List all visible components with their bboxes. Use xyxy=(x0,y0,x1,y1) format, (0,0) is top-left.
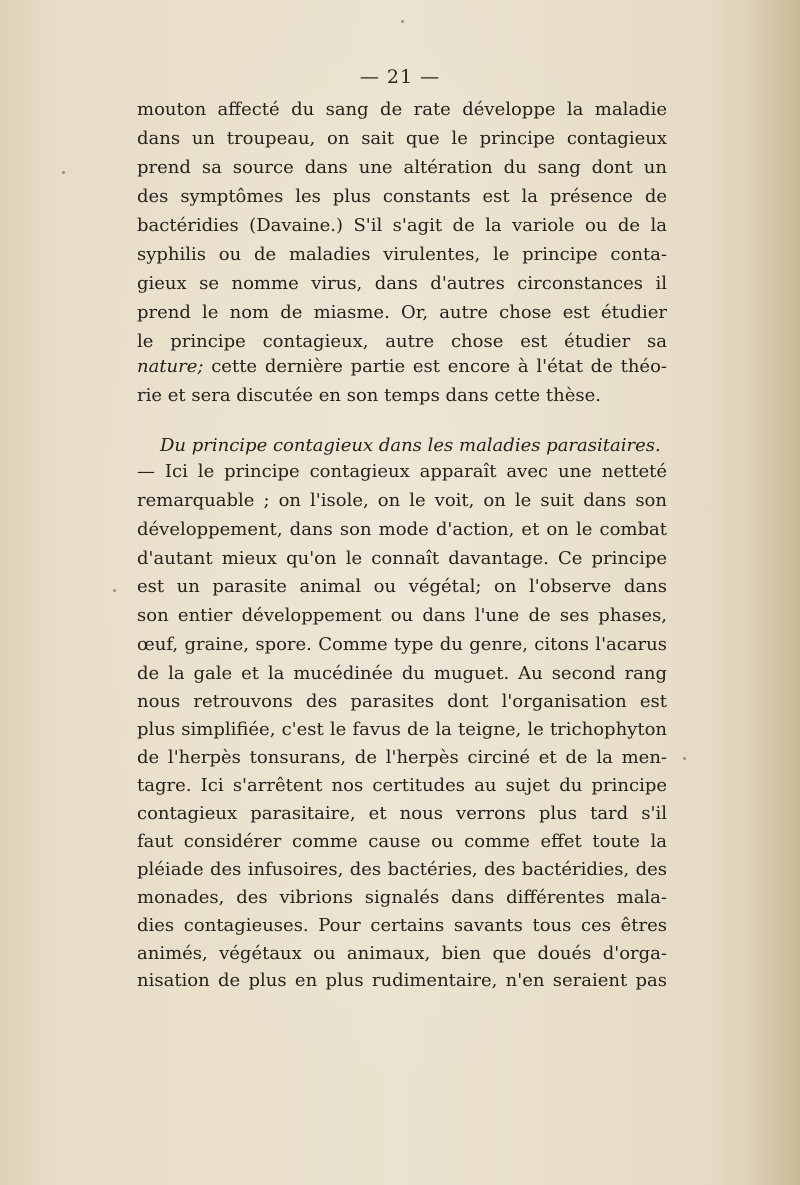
section-heading: Du principe contagieux dans les maladies parasitaires. xyxy=(160,435,661,456)
text-line: prend le nom de miasme. Or, autre chose est étudier xyxy=(137,302,667,323)
text-line: tagre. Ici s'arrêtent nos certitudes au sujet du principe xyxy=(137,775,667,796)
text-line: rie et sera discutée en son temps dans cette thèse. xyxy=(137,385,602,406)
text-line: plus simplifiée, c'est le favus de la teigne, le trichophyton xyxy=(137,719,667,740)
text-line xyxy=(137,352,667,381)
text-line: contagieux parasitaire, et nous verrons plus tard s'il xyxy=(137,803,667,824)
italic-word: nature; xyxy=(137,356,204,377)
text-line: gieux se nomme virus, dans d'autres circonstances il xyxy=(137,273,667,294)
text-line: remarquable ; on l'isole, on le voit, on le suit dans son xyxy=(137,490,667,511)
text-line: est un parasite animal ou végétal; on l'observe dans xyxy=(137,576,667,597)
text-line: faut considérer comme cause ou comme effet toute la xyxy=(137,831,667,852)
text-line: monades, des vibrions signalés dans différentes mala- xyxy=(137,887,667,908)
speck xyxy=(401,20,404,23)
text-line: d'autant mieux qu'on le connaît davantage. Ce principe xyxy=(137,548,667,569)
text-line: des symptômes les plus constants est la présence de xyxy=(137,186,667,207)
text-line: bactéridies (Davaine.) S'il s'agit de la variole ou de la xyxy=(137,215,667,236)
speck xyxy=(62,171,65,174)
text-line: pléiade des infusoires, des bactéries, des bactéridies, des xyxy=(137,859,667,880)
page-number: — 21 — xyxy=(359,66,441,88)
text-line: nisation de plus en plus rudimentaire, n'en seraient pas xyxy=(137,970,667,991)
text-line: animés, végétaux ou animaux, bien que doués d'orga- xyxy=(137,943,667,964)
text-line: mouton affecté du sang de rate développe la maladie xyxy=(137,99,667,120)
text-line: dies contagieuses. Pour certains savants tous ces êtres xyxy=(137,915,667,936)
text-line: son entier développement ou dans l'une de ses phases, xyxy=(137,605,667,626)
text-line: — Ici le principe contagieux apparaît avec une netteté xyxy=(137,461,667,482)
page-edge-stain xyxy=(745,0,800,1185)
text-line: de la gale et la mucédinée du muguet. Au second rang xyxy=(137,663,667,684)
text-line: de l'herpès tonsurans, de l'herpès circiné et de la men- xyxy=(137,747,667,768)
text-line: syphilis ou de maladies virulentes, le principe conta- xyxy=(137,244,667,265)
text-line: le principe contagieux, autre chose est étudier sa xyxy=(137,331,667,352)
text-line: développement, dans son mode d'action, et on le combat xyxy=(137,519,667,540)
text-line: dans un troupeau, on sait que le principe contagieux xyxy=(137,128,667,149)
speck xyxy=(683,757,686,760)
text-line: prend sa source dans une altération du sang dont un xyxy=(137,157,667,178)
speck xyxy=(113,589,116,592)
line-rest: cette dernière partie est encore à l'état de théo- xyxy=(203,356,667,377)
text-line: nous retrouvons des parasites dont l'organisation est xyxy=(137,691,667,712)
text-line: œuf, graine, spore. Comme type du genre, citons l'acarus xyxy=(137,634,667,655)
